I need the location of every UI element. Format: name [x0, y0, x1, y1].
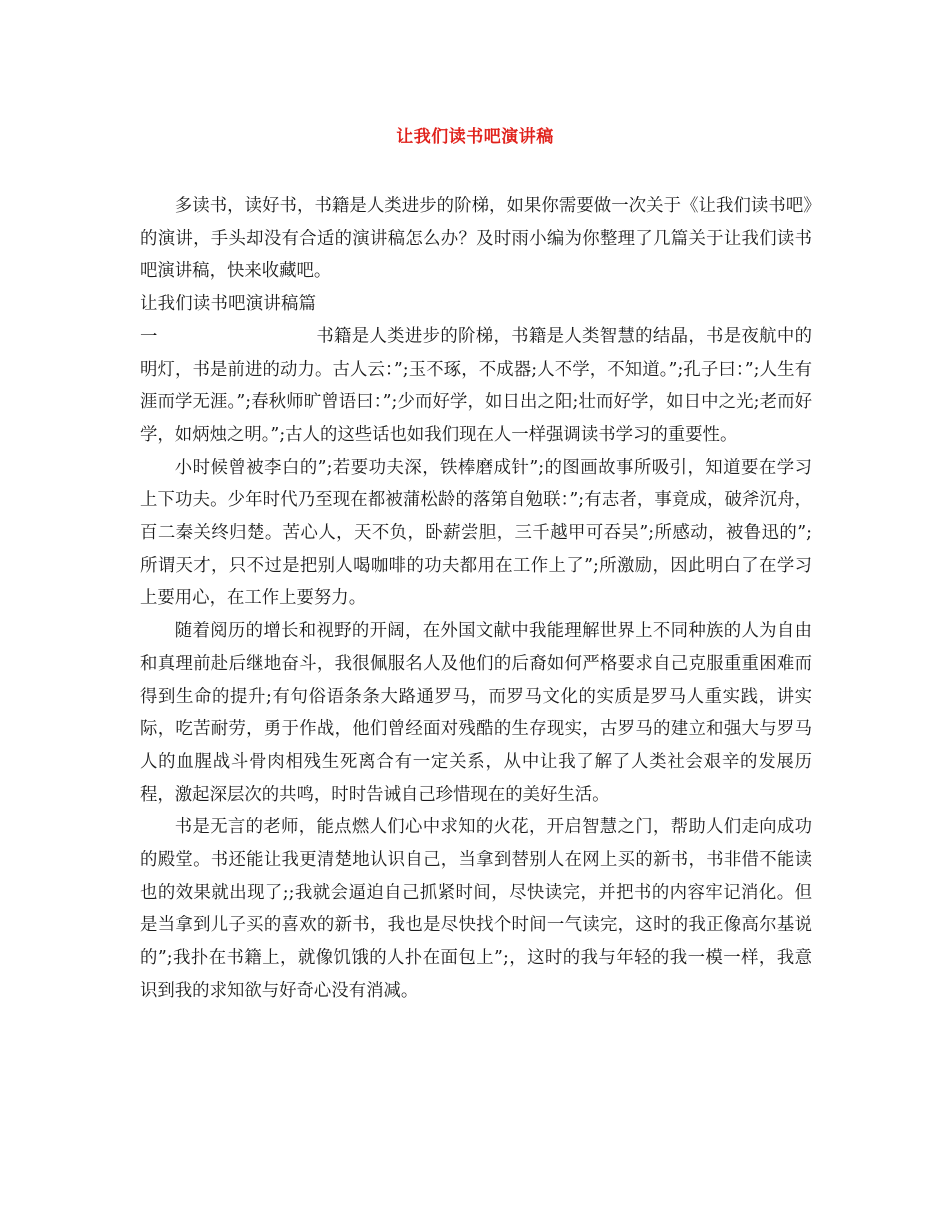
intro-paragraph: 多读书，读好书，书籍是人类进步的阶梯，如果你需要做一次关于《让我们读书吧》的演讲，手头却没有合适的演讲稿怎么办？及时雨小编为你整理了几篇关于让我们读书吧演讲稿，快来收藏吧。: [140, 196, 812, 282]
body-paragraph: 小时候曾被李白的”;若要功夫深，铁棒磨成针”;的图画故事所吸引，知道要在学习上下功夫。少年时代乃至现在都被蒲松龄的落第自勉联：”;有志者，事竟成，破斧沉舟，百二秦关终归楚。苦心人，天不负，卧薪尝胆，三千越甲可吞吴”;所感动，被鲁迅的”;所谓天才，只不过是把别人喝咖啡的功夫都用在工作上了”;所激励，因此明白了在学习上要用心，在工作上要努力。: [140, 457, 812, 609]
body-paragraph: 书是无言的老师，能点燃人们心中求知的火花，开启智慧之门，帮助人们走向成功的殿堂。书还能让我更清楚地认识自己，当拿到替别人在网上买的新书，书非借不能读也的效果就出现了;;我就会逼迫自己抓紧时间，尽快读完，并把书的内容牢记消化。但是当拿到儿子买的喜欢的新书，我也是尽快找个时间一气读完，这时的我正像高尔基说的”;我扑在书籍上，就像饥饿的人扑在面包上”;，这时的我与年轻的我一模一样，我意识到我的求知欲与好奇心没有消减。: [140, 817, 812, 1001]
section1-heading: 让我们读书吧演讲稿篇一: [140, 294, 316, 347]
section1-paragraph: [140, 288, 812, 452]
document-title: 让我们读书吧演讲稿: [396, 127, 554, 147]
section1-text: 书籍是人类进步的阶梯，书籍是人类智慧的结晶，书是夜航中的明灯，书是前进的动力。古人云：”;玉不琢，不成器;人不学，不知道。”;孔子曰：”;人生有涯而学无涯。”;春秋师旷曾语曰：”;少而好学，如日出之阳;壮而好学，如日中之光;老而好学，如炳烛之明。”;古人的这些话也如我们现在人一样强调读书学习的重要性。: [140, 326, 812, 445]
body-paragraph: 随着阅历的增长和视野的开阔，在外国文献中我能理解世界上不同种族的人为自由和真理前赴后继地奋斗，我很佩服名人及他们的后裔如何严格要求自己克服重重困难而得到生命的提升;有句俗语条条大路通罗马，而罗马文化的实质是罗马人重实践，讲实际，吃苦耐劳，勇于作战，他们曾经面对残酷的生存现实，古罗马的建立和强大与罗马人的血腥战斗骨肉相残生死离合有一定关系，从中让我了解了人类社会艰辛的发展历程，激起深层次的共鸣，时时告诫自己珍惜现在的美好生活。: [140, 621, 812, 805]
document-body: [140, 190, 812, 1008]
